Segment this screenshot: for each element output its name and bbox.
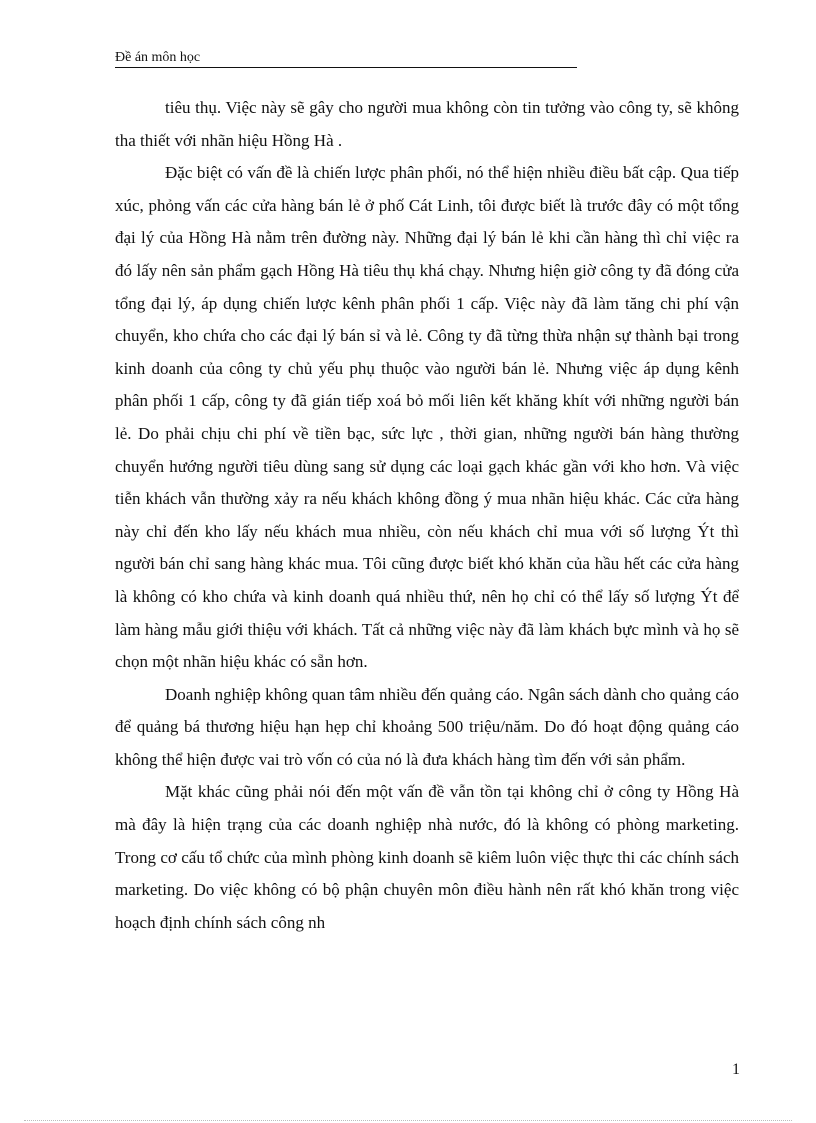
paragraph-advertising: Doanh nghiệp không quan tâm nhiều đến quảng cáo. Ngân sách dành cho quảng cáo để quảng bá thương hiệu hạn hẹp chỉ khoảng 500 triệu/năm. Do đó hoạt động quảng cáo không thể hiện được vai trò vốn có của nó là đưa khách hàng tìm đến với sản phẩm. — [115, 684, 739, 769]
page-header: Đề án môn học — [115, 50, 577, 68]
page-number: 1 — [732, 1061, 740, 1078]
paragraph-marketing: Mặt khác cũng phải nói đến một vấn đề vẫn tồn tại không chỉ ở công ty Hồng Hà mà đây là hiện trạng của các doanh nghiệp nhà nước, đó là không có phòng marketing. Trong cơ cấu tổ chức của mình phòng kinh doanh sẽ kiêm luôn việc thực thi các chính sách marketing. Do việc không có bộ phận chuyên môn điều hành nên rất khó khăn trong việc hoạch định chính sách công nh — [115, 782, 739, 932]
body-text — [115, 92, 739, 939]
paragraph-distribution: Đặc biệt có vấn đề là chiến lược phân phối, nó thể hiện nhiều điều bất cập. Qua tiếp xúc, phỏng vấn các cửa hàng bán lẻ ở phố Cát Linh, tôi được biết là trước đây có một tổng đại lý của Hồng Hà nằm trên đường này. Những đại lý bán lẻ khi cần hàng thì chỉ việc ra đó lấy nên sản phẩm gạch Hồng Hà tiêu thụ khá chạy. Nhưng hiện giờ công ty đã đóng cửa tổng đại lý, áp dụng chiến lược kênh phân phối 1 cấp. Việc này đã làm tăng chi phí vận chuyển, kho chứa cho các đại lý bán sỉ và lẻ. Công ty đã từng thừa nhận sự thành bại trong kinh doanh của công ty chủ yếu phụ thuộc vào người bán lẻ. Nhưng việc áp dụng kênh phân phối 1 cấp, công ty đã gián tiếp xoá bỏ mối liên kết khăng khít với những người bán lẻ. Do phải chịu chi phí về tiền bạc, sức lực , thời gian, những người bán hàng thường chuyển hướng người tiêu dùng sang sử dụng các loại gạch khác gần với kho hơn. Và việc tiễn khách vẫn thường xảy ra nếu khách không đồng ý mua nhãn hiệu khác. Các cửa hàng này chỉ đến kho lấy nếu khách mua nhiều, còn nếu khách chỉ mua với số lượng Ýt thì người bán chỉ sang hàng khác mua. Tôi cũng được biết khó khăn của hầu hết các cửa hàng là không có kho chứa và kinh doanh quá nhiều thứ, nên họ chỉ có thể lấy số lượng Ýt để làm hàng mẫu giới thiệu với khách. Tất cả những việc này đã làm khách bực mình và họ sẽ chọn một nhãn hiệu khác có sẵn hơn. — [115, 163, 739, 672]
paragraph-continuation: tiêu thụ. Việc này sẽ gây cho người mua không còn tin tưởng vào công ty, sẽ không tha thiết với nhãn hiệu Hồng Hà . — [115, 98, 739, 150]
page-bottom-divider — [24, 1120, 792, 1121]
